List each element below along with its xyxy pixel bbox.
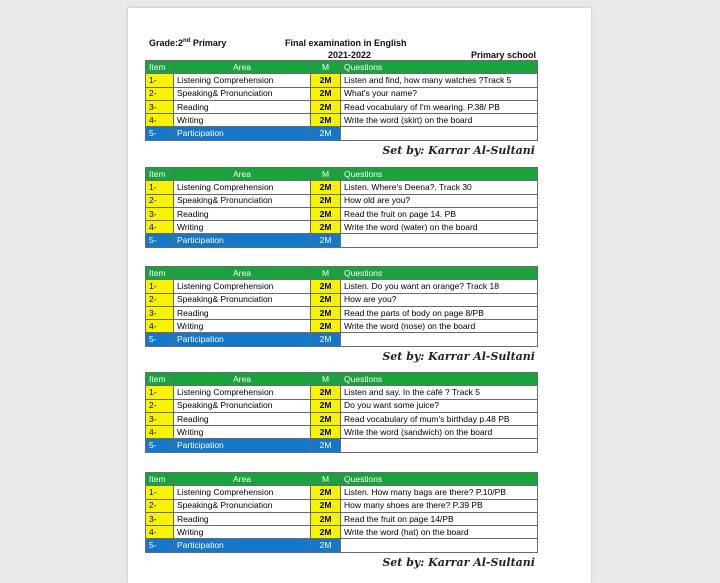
table-row [146,280,538,293]
exam-page [128,8,591,583]
question-cell: How old are you? [341,194,538,207]
question-cell: Read the fruit on page 14/PB [341,512,538,525]
question-cell: Write the word (nose) on the board [341,320,538,333]
table-row [146,194,538,207]
marks-cell: 2M [311,293,341,306]
area-cell: Participation [174,127,311,140]
marks-cell: 2M [311,320,341,333]
item-number: 4- [146,320,174,333]
area-cell: Participation [174,439,311,452]
area-cell: Writing [174,426,311,439]
table-row [146,100,538,113]
question-cell: Write the word (hat) on the board [341,526,538,539]
item-number: 5- [146,539,174,552]
area-cell: Speaking& Pronunciation [174,399,311,412]
exam-year: 2021-2022 [328,50,372,60]
table-row [146,412,538,425]
item-number: 5- [146,333,174,346]
table-row [146,499,538,512]
table-row [146,114,538,127]
area-cell: Reading [174,207,311,220]
marks-cell: 2M [311,194,341,207]
table-header-row [146,473,538,486]
question-cell: Listen and find, how many watches ?Track 5 [341,74,538,87]
item-number: 1- [146,386,174,399]
marks-header: M [311,473,341,486]
signature: Set by: Karrar Al-Sultani [382,349,535,363]
area-cell: Listening Comprehension [174,280,311,293]
marks-cell: 2M [311,512,341,525]
table-row [146,87,538,100]
question-cell [341,539,538,552]
item-header: Item [146,373,174,386]
marks-cell: 2M [311,439,341,452]
item-number: 4- [146,526,174,539]
marks-cell: 2M [311,426,341,439]
item-header: Item [146,61,174,74]
area-cell: Listening Comprehension [174,181,311,194]
participation-row [146,333,538,346]
table-row [146,512,538,525]
grade-suffix: Primary [190,38,227,48]
marks-cell: 2M [311,486,341,499]
exam-title: Final examination in English [285,38,407,48]
exam-table [145,266,538,347]
table-row [146,74,538,87]
question-cell: What's your name? [341,87,538,100]
table-row [146,399,538,412]
question-cell [341,333,538,346]
table-row [146,207,538,220]
table-header-row [146,168,538,181]
item-number: 1- [146,280,174,293]
exam-table-block [145,60,538,157]
marks-header: M [311,61,341,74]
question-cell: Read the fruit on page 14. PB [341,207,538,220]
table-row [146,293,538,306]
exam-table [145,472,538,553]
item-number: 5- [146,234,174,247]
question-cell: Write the word (skirt) on the board [341,114,538,127]
table-header-row [146,61,538,74]
marks-header: M [311,168,341,181]
item-number: 5- [146,127,174,140]
table-row [146,386,538,399]
signature: Set by: Karrar Al-Sultani [382,555,535,569]
area-cell: Speaking& Pronunciation [174,499,311,512]
item-header: Item [146,473,174,486]
question-cell: How many shoes are there? P.39 PB [341,499,538,512]
question-cell: Do you want some juice? [341,399,538,412]
marks-cell: 2M [311,412,341,425]
area-cell: Speaking& Pronunciation [174,293,311,306]
table-header-row [146,373,538,386]
questions-header: Questions [341,373,538,386]
table-row [146,320,538,333]
question-cell [341,234,538,247]
question-cell: Listen. Where's Deena?. Track 30 [341,181,538,194]
grade-text: Grade:2 [149,38,184,48]
questions-header: Questions [341,61,538,74]
participation-row [146,539,538,552]
exam-table [145,60,538,141]
question-cell: Listen. Do you want an orange? Track 18 [341,280,538,293]
area-cell: Listening Comprehension [174,74,311,87]
table-header-row [146,267,538,280]
area-cell: Listening Comprehension [174,486,311,499]
question-cell: How are you? [341,293,538,306]
questions-header: Questions [341,267,538,280]
marks-cell: 2M [311,399,341,412]
signature: Set by: Karrar Al-Sultani [382,143,535,157]
exam-table-block [145,372,538,453]
participation-row [146,127,538,140]
item-number: 3- [146,100,174,113]
marks-cell: 2M [311,181,341,194]
marks-header: M [311,267,341,280]
area-cell: Listening Comprehension [174,386,311,399]
area-cell: Reading [174,100,311,113]
item-number: 4- [146,114,174,127]
exam-table-block [145,167,538,248]
question-cell: Listen. How many bags are there? P.10/PB [341,486,538,499]
area-cell: Reading [174,306,311,319]
item-number: 3- [146,412,174,425]
question-cell: Read the parts of body on page 8/PB [341,306,538,319]
area-cell: Participation [174,333,311,346]
exam-table [145,167,538,248]
question-cell: Listen and say. In the café ? Track 5 [341,386,538,399]
questions-header: Questions [341,168,538,181]
item-number: 3- [146,512,174,525]
item-number: 1- [146,486,174,499]
question-cell: Write the word (sandwich) on the board [341,426,538,439]
marks-cell: 2M [311,280,341,293]
marks-cell: 2M [311,207,341,220]
item-header: Item [146,267,174,280]
marks-cell: 2M [311,333,341,346]
exam-table-block [145,266,538,363]
item-number: 3- [146,207,174,220]
marks-cell: 2M [311,221,341,234]
item-number: 2- [146,499,174,512]
marks-header: M [311,373,341,386]
item-number: 1- [146,74,174,87]
area-cell: Writing [174,221,311,234]
marks-cell: 2M [311,306,341,319]
table-row [146,486,538,499]
participation-row [146,234,538,247]
marks-cell: 2M [311,539,341,552]
marks-cell: 2M [311,234,341,247]
school-label: Primary school [471,50,537,60]
marks-cell: 2M [311,114,341,127]
question-cell [341,439,538,452]
question-cell: Write the word (water) on the board [341,221,538,234]
area-header: Area [174,267,311,280]
exam-table-block [145,472,538,569]
grade-superscript: nd [183,38,191,44]
area-header: Area [174,61,311,74]
question-cell: Read vocabulary of mum's birthday p.48 PB [341,412,538,425]
area-cell: Participation [174,234,311,247]
item-number: 5- [146,439,174,452]
area-header: Area [174,168,311,181]
item-number: 2- [146,87,174,100]
area-cell: Speaking& Pronunciation [174,87,311,100]
exam-table [145,372,538,453]
questions-header: Questions [341,473,538,486]
area-header: Area [174,373,311,386]
item-number: 2- [146,293,174,306]
item-number: 2- [146,399,174,412]
area-cell: Writing [174,526,311,539]
table-row [146,306,538,319]
item-number: 2- [146,194,174,207]
area-cell: Participation [174,539,311,552]
area-header: Area [174,473,311,486]
marks-cell: 2M [311,499,341,512]
table-row [146,181,538,194]
marks-cell: 2M [311,386,341,399]
marks-cell: 2M [311,526,341,539]
item-number: 1- [146,181,174,194]
marks-cell: 2M [311,74,341,87]
area-cell: Reading [174,512,311,525]
area-cell: Reading [174,412,311,425]
table-row [146,221,538,234]
item-number: 4- [146,221,174,234]
participation-row [146,439,538,452]
marks-cell: 2M [311,100,341,113]
question-cell [341,127,538,140]
item-number: 3- [146,306,174,319]
item-number: 4- [146,426,174,439]
item-header: Item [146,168,174,181]
marks-cell: 2M [311,87,341,100]
grade-label [149,38,226,48]
table-row [146,426,538,439]
marks-cell: 2M [311,127,341,140]
area-cell: Speaking& Pronunciation [174,194,311,207]
area-cell: Writing [174,114,311,127]
question-cell: Read vocabulary of I'm wearing. P.38/ PB [341,100,538,113]
table-row [146,526,538,539]
area-cell: Writing [174,320,311,333]
